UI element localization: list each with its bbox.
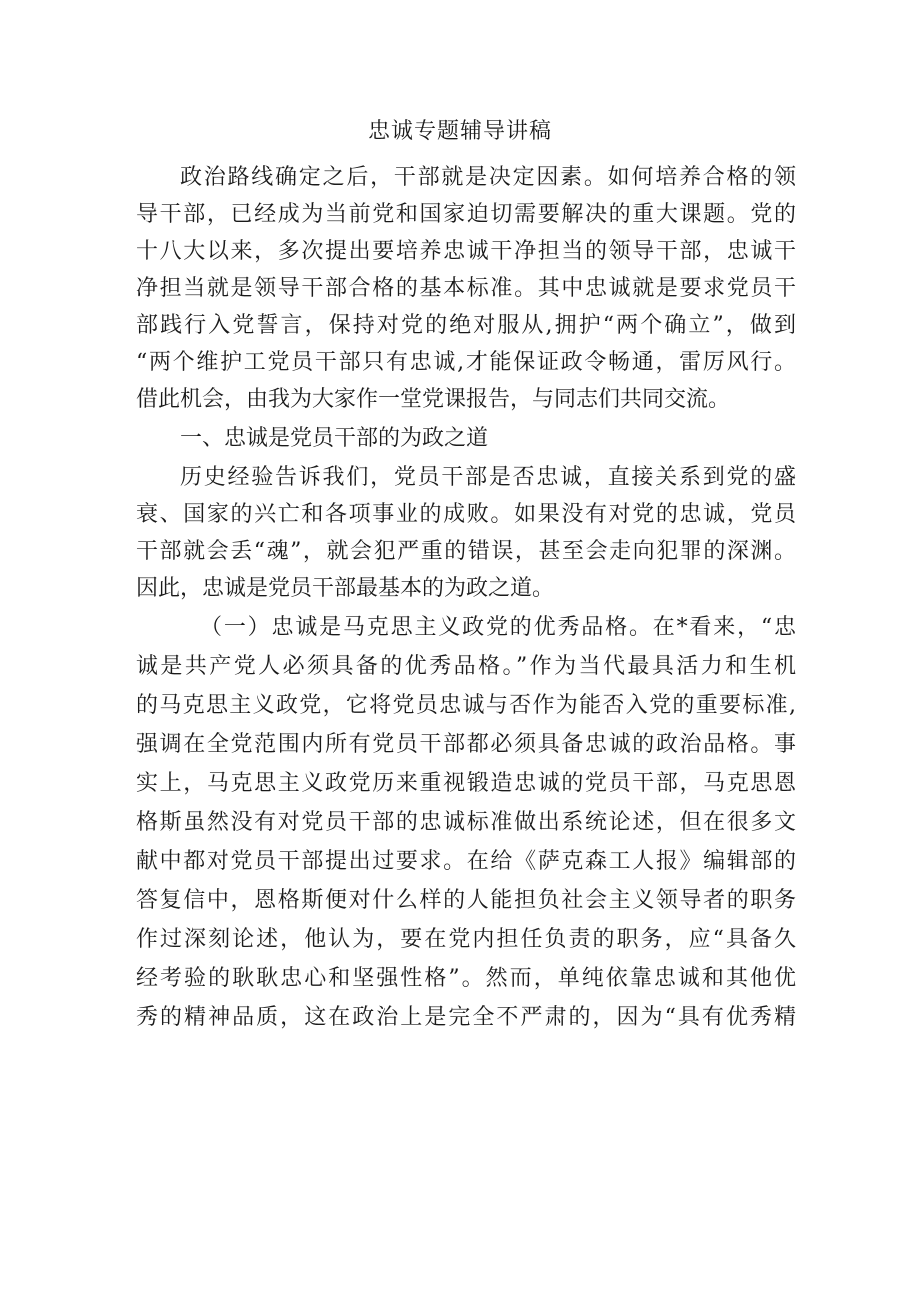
paragraph-line: 历史经验告诉我们，党员干部是否忠诚，直接关系到党的盛: [180, 465, 796, 490]
paragraph-line: 净担当就是领导干部合格的基本标准。其中忠诚就是要求党员干: [136, 276, 796, 301]
paragraph-line: 衰、国家的兴亡和各项事业的成败。如果没有对党的忠诚，党员: [136, 502, 796, 527]
paragraph-line: 借此机会，由我为大家作一堂党课报告，与同志们共同交流。: [136, 387, 731, 412]
paragraph-line: 导干部，已经成为当前党和国家迫切需要解决的重大课题。党的: [136, 202, 796, 227]
paragraph-line: “两个维护工党员干部只有忠诚,才能保证政令畅通，雷厉风行。: [136, 350, 796, 375]
paragraph-line: 十八大以来，多次提出要培养忠诚干净担当的领导干部，忠诚干: [136, 239, 796, 264]
paragraph-line: 经考验的耿耿忠心和坚强性格”。然而，单纯依靠忠诚和其他优: [136, 966, 796, 991]
paragraph-line: 因此，忠诚是党员干部最基本的为政之道。: [136, 576, 555, 601]
paragraph-line: 作过深刻论述，他认为，要在党内担任负责的职务，应“具备久: [136, 927, 796, 952]
document-title: 忠诚专题辅导讲稿: [367, 119, 552, 144]
paragraph-line: 献中都对党员干部提出过要求。在给《萨克森工人报》编辑部的: [136, 849, 796, 874]
paragraph-line: 实上，马克思主义政党历来重视锻造忠诚的党员干部，马克思恩: [136, 771, 796, 796]
paragraph-line: 秀的精神品质，这在政治上是完全不严肃的，因为“具有优秀精: [136, 1005, 796, 1030]
paragraph-line: 诚是共产党人必须具备的优秀品格。”作为当代最具活力和生机: [136, 654, 796, 679]
paragraph-line: 干部就会丢“魂”，就会犯严重的错误，甚至会走向犯罪的深渊。: [136, 539, 796, 564]
subsection-line: （一）忠诚是马克思主义政党的优秀品格。在*看来，“忠: [200, 615, 796, 640]
paragraph-line: 部践行入党誓言，保持对党的绝对服从,拥护“两个确立”，做到: [136, 313, 796, 338]
paragraph-line: 答复信中，恩格斯便对什么样的人能担负社会主义领导者的职务: [136, 888, 796, 913]
paragraph-line: 政治路线确定之后，干部就是决定因素。如何培养合格的领: [180, 165, 796, 190]
paragraph-line: 的马克思主义政党，它将党员忠诚与否作为能否入党的重要标准,: [136, 693, 796, 718]
section-heading: 一、忠诚是党员干部的为政之道: [180, 426, 489, 451]
paragraph-line: 强调在全党范围内所有党员干部都必须具备忠诚的政治品格。事: [136, 732, 796, 757]
paragraph-line: 格斯虽然没有对党员干部的忠诚标准做出系统论述，但在很多文: [136, 810, 796, 835]
